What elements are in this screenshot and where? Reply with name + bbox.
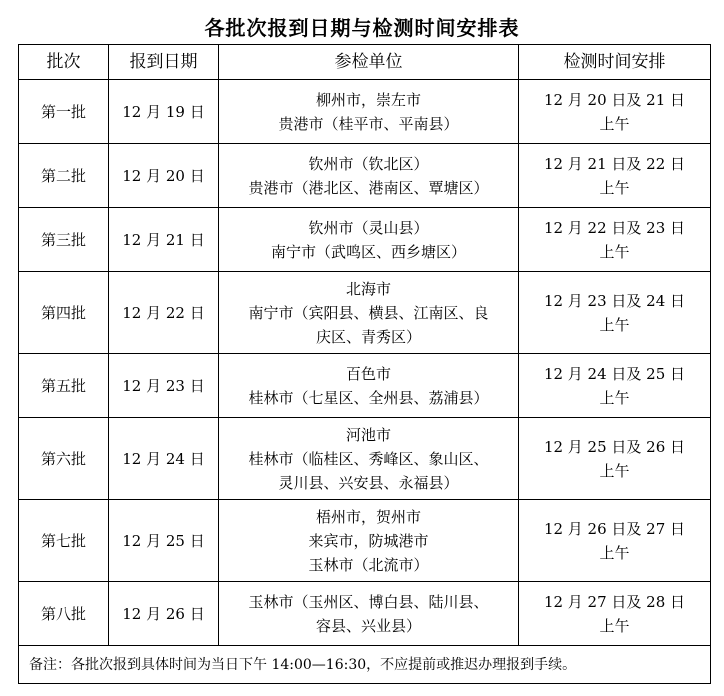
- date-cell: 12 月 22 日: [109, 272, 219, 354]
- unit-cell: [219, 272, 519, 354]
- batch-cell: 第三批: [19, 208, 109, 272]
- date-cell: 12 月 26 日: [109, 582, 219, 646]
- unit-line: 北海市: [345, 279, 391, 298]
- unit-line: 百色市: [345, 364, 391, 383]
- unit-line: 南宁市（武鸣区、西乡塘区）: [270, 242, 466, 261]
- time-cell: [519, 500, 711, 582]
- batch-cell: 第八批: [19, 582, 109, 646]
- page-title: 各批次报到日期与检测时间安排表: [204, 16, 520, 40]
- time-line: 12 月 23 日及 24 日: [543, 291, 686, 310]
- table-row: [19, 500, 711, 582]
- unit-cell: [219, 144, 519, 208]
- unit-cell: [219, 354, 519, 418]
- time-cell: [519, 272, 711, 354]
- table-row: [19, 354, 711, 418]
- unit-line: 玉林市（玉州区、博白县、陆川县、: [248, 592, 489, 611]
- unit-line: 庆区、青秀区）: [315, 327, 421, 346]
- unit-line: 贵港市（港北区、港南区、覃塘区）: [248, 178, 489, 197]
- unit-cell: [219, 418, 519, 500]
- time-line: 12 月 26 日及 27 日: [543, 519, 686, 538]
- batch-cell: 第七批: [19, 500, 109, 582]
- time-line: 12 月 20 日及 21 日: [543, 90, 686, 109]
- unit-line: 贵港市（桂平市、平南县）: [278, 114, 459, 133]
- time-line: 上午: [599, 543, 630, 562]
- batch-cell: 第五批: [19, 354, 109, 418]
- time-cell: [519, 582, 711, 646]
- unit-cell: [219, 582, 519, 646]
- header-row: [19, 45, 711, 80]
- table-row: [19, 582, 711, 646]
- time-cell: [519, 208, 711, 272]
- unit-line: 容县、兴业县）: [315, 616, 421, 635]
- time-line: 12 月 21 日及 22 日: [543, 154, 686, 173]
- header-time: 检测时间安排: [519, 45, 711, 80]
- table-row: [19, 80, 711, 144]
- batch-cell: 第二批: [19, 144, 109, 208]
- table-row: [19, 144, 711, 208]
- unit-line: 南宁市（宾阳县、横县、江南区、良: [248, 303, 489, 322]
- time-line: 上午: [599, 461, 630, 480]
- table-row: [19, 272, 711, 354]
- unit-cell: [219, 208, 519, 272]
- time-line: 上午: [599, 114, 630, 133]
- unit-line: 来宾市，防城港市: [308, 531, 429, 550]
- unit-line: 河池市: [345, 425, 391, 444]
- time-cell: [519, 354, 711, 418]
- time-line: 12 月 22 日及 23 日: [543, 218, 686, 237]
- date-cell: 12 月 21 日: [109, 208, 219, 272]
- batch-cell: 第一批: [19, 80, 109, 144]
- time-line: 12 月 24 日及 25 日: [543, 364, 686, 383]
- time-line: 上午: [599, 178, 630, 197]
- time-line: 上午: [599, 388, 630, 407]
- date-cell: 12 月 24 日: [109, 418, 219, 500]
- time-line: 上午: [599, 315, 630, 334]
- time-line: 12 月 27 日及 28 日: [543, 592, 686, 611]
- header-batch: 批次: [19, 45, 109, 80]
- table-row: [19, 208, 711, 272]
- header-unit: 参检单位: [219, 45, 519, 80]
- batch-cell: 第四批: [19, 272, 109, 354]
- unit-cell: [219, 500, 519, 582]
- unit-line: 钦州市（灵山县）: [308, 218, 429, 237]
- table-row: [19, 418, 711, 500]
- time-cell: [519, 80, 711, 144]
- note-text: 备注：各批次报到具体时间为当日下午 14:00—16:30，不应提前或推迟办理报到手续。: [19, 646, 711, 684]
- date-cell: 12 月 25 日: [109, 500, 219, 582]
- batch-cell: 第六批: [19, 418, 109, 500]
- unit-line: 桂林市（七星区、全州县、荔浦县）: [248, 388, 489, 407]
- unit-line: 梧州市，贺州市: [315, 507, 421, 526]
- date-cell: 12 月 20 日: [109, 144, 219, 208]
- date-cell: 12 月 23 日: [109, 354, 219, 418]
- time-line: 上午: [599, 616, 630, 635]
- unit-line: 柳州市，崇左市: [315, 90, 421, 109]
- time-cell: [519, 418, 711, 500]
- header-date: 报到日期: [109, 45, 219, 80]
- schedule-table: [18, 44, 711, 684]
- time-line: 12 月 25 日及 26 日: [543, 437, 686, 456]
- date-cell: 12 月 19 日: [109, 80, 219, 144]
- note-row: [19, 646, 711, 684]
- unit-cell: [219, 80, 519, 144]
- unit-line: 灵川县、兴安县、永福县）: [278, 473, 459, 492]
- unit-line: 玉林市（北流市）: [308, 555, 429, 574]
- time-cell: [519, 144, 711, 208]
- unit-line: 桂林市（临桂区、秀峰区、象山区、: [248, 449, 489, 468]
- unit-line: 钦州市（钦北区）: [308, 154, 429, 173]
- time-line: 上午: [599, 242, 630, 261]
